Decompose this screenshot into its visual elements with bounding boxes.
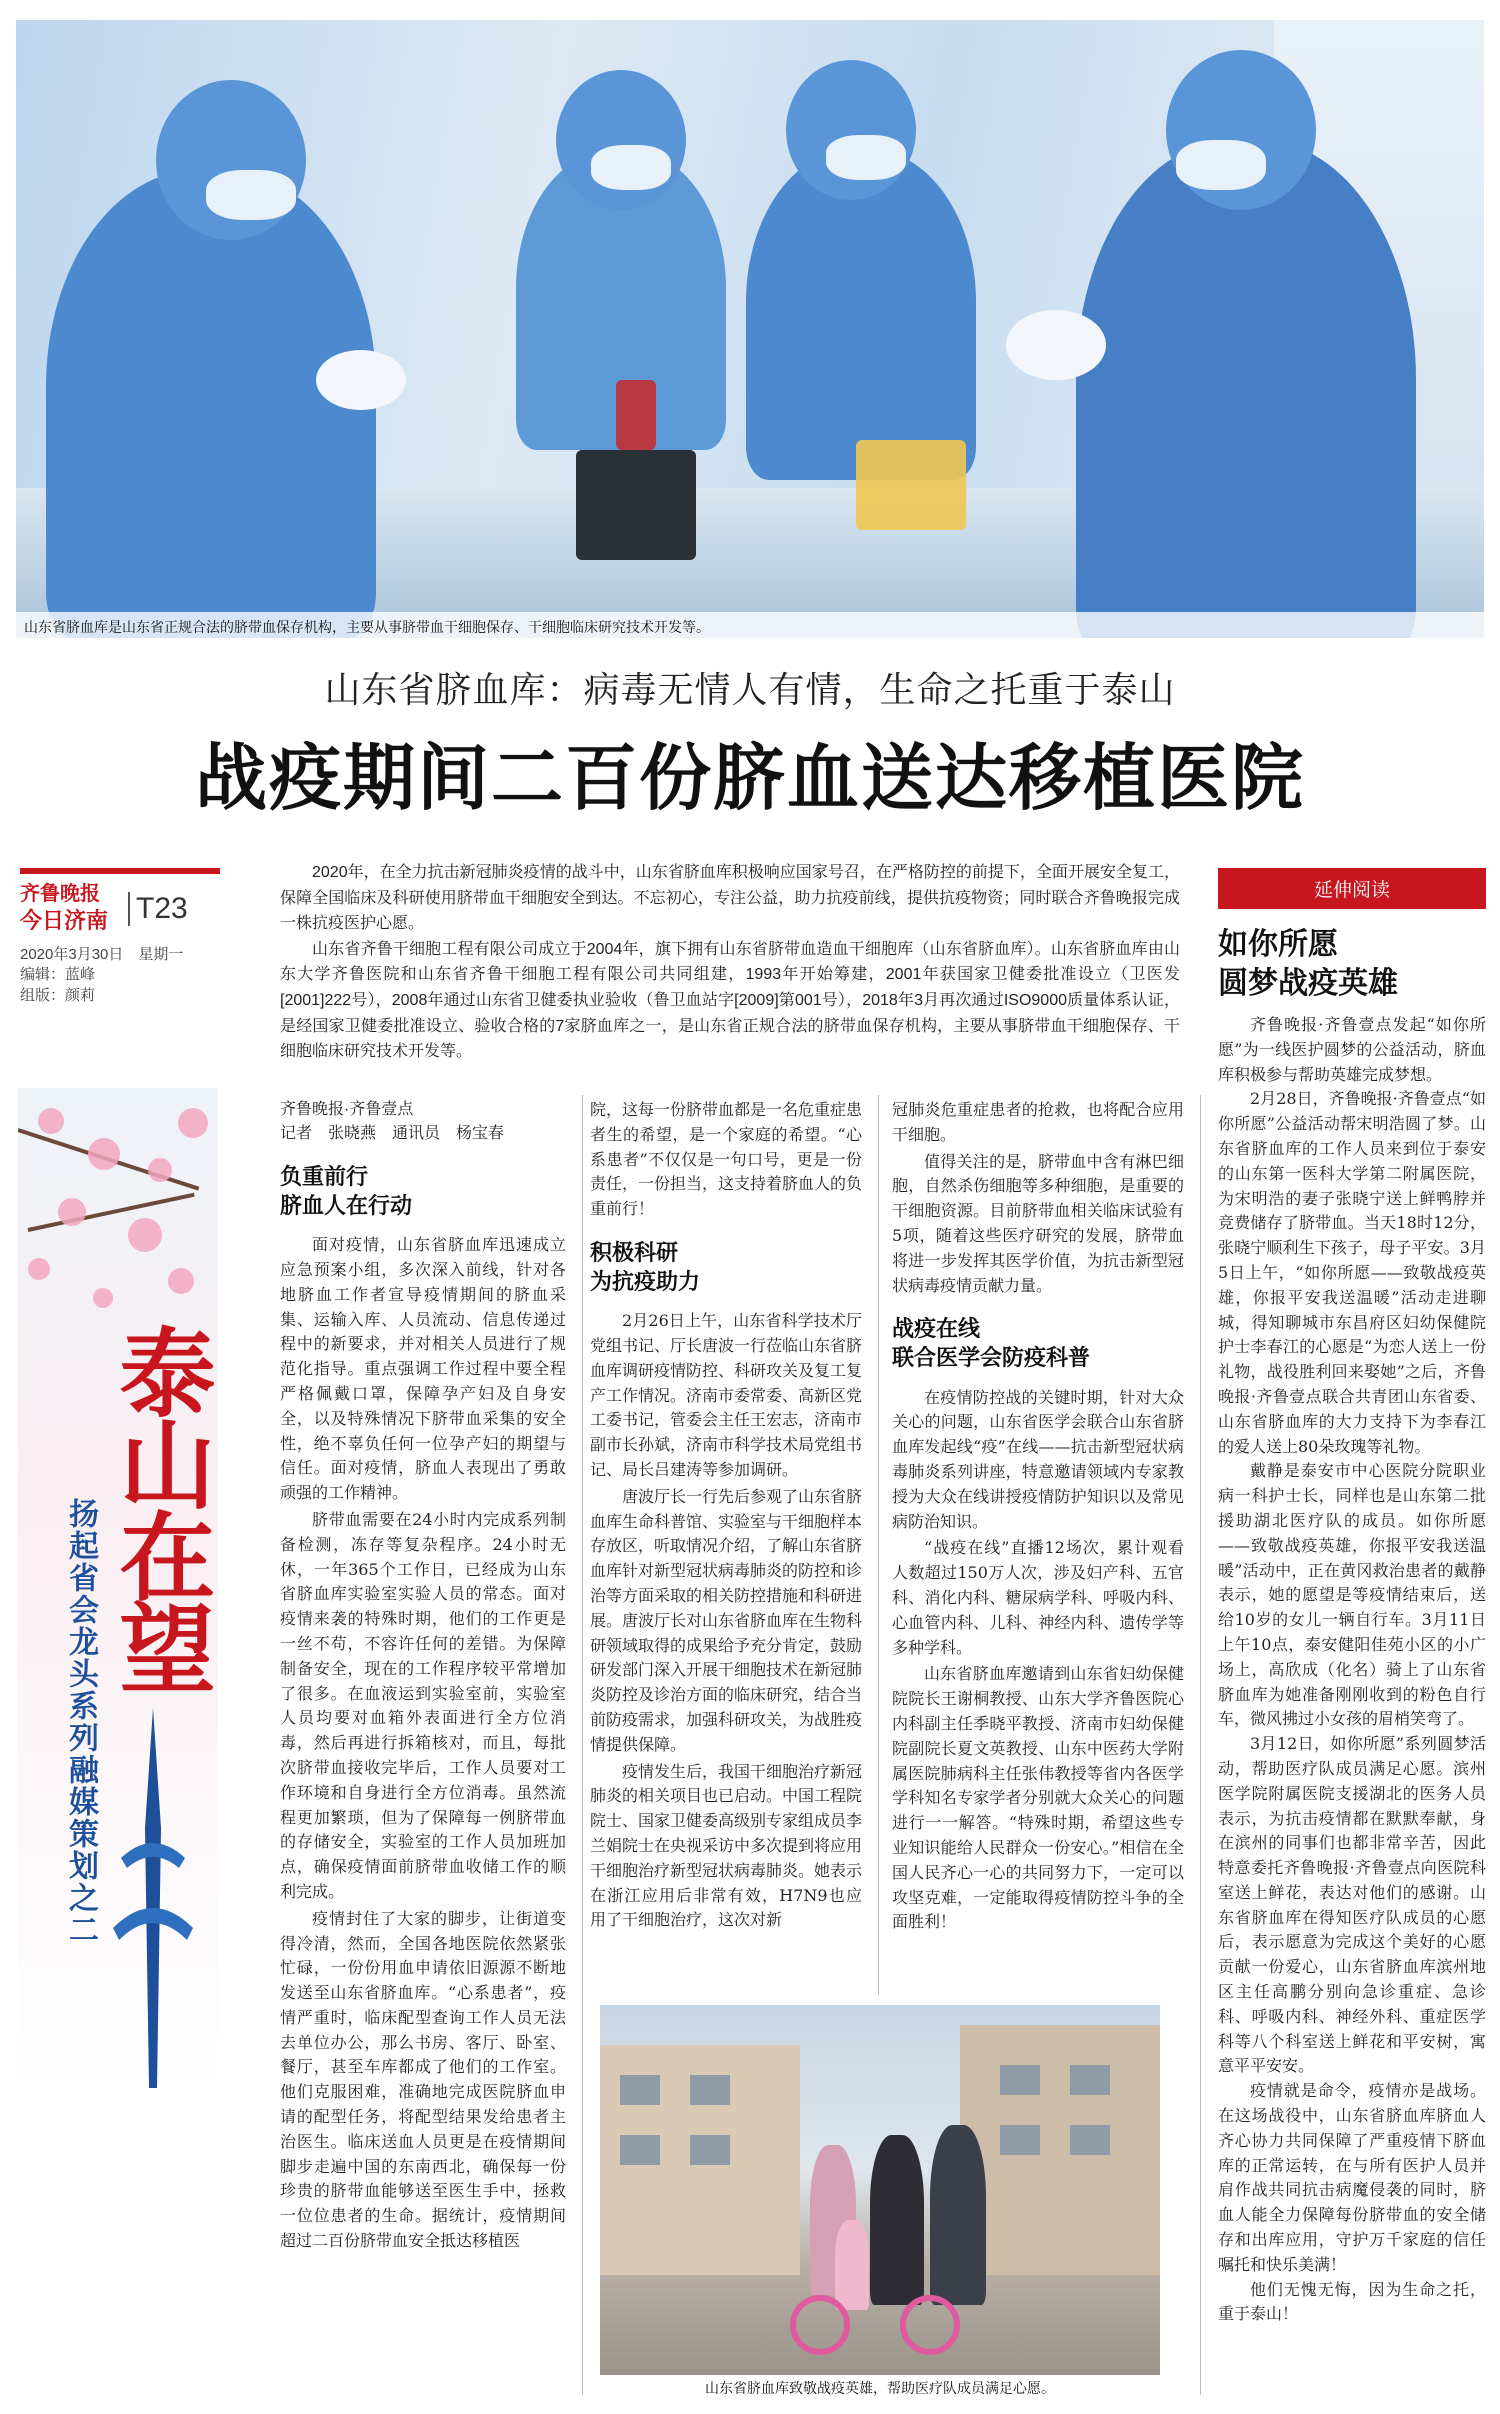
banner-subtitle: 扬起省会龙头系列融媒策划之二 <box>63 1498 98 1946</box>
intro-paragraph: 2020年，在全力抗击新冠肺炎疫情的战斗中，山东省脐血库积极响应国家号召，在严格防控的前提下，全面开展安全复工，保障全国临床及科研使用脐带血干细胞安全到达。不忘初心，专注公益，助力抗疫前线，提供抗疫物资；同时联合齐鲁晚报完成一株抗疫医护心愿。 <box>280 864 1180 933</box>
sidebar-paragraph: 他们无愧无悔，因为生命之托，重于泰山！ <box>1218 2279 1486 2324</box>
sidebar-paragraph: 齐鲁晚报·齐鲁壹点发起“如你所愿”为一线医护圆梦的公益活动，脐血库积极参与帮助英雄完成梦想。 <box>1218 1015 1486 1084</box>
blossom-branch <box>28 1193 195 1232</box>
blood-bag <box>616 380 656 450</box>
person-figure <box>870 2135 924 2305</box>
window <box>1070 2065 1110 2095</box>
body-paragraph: 在疫情防控战的关键时期，针对大众关心的问题，山东省医学会联合山东省脐血库发起线“疫”在线——抗击新型冠状病毒肺炎系列讲座，特意邀请领域内专家教授为大众在线讲授疫情防护知识以及常见病防治知识。 <box>892 1387 1184 1531</box>
sidebar-paragraph: 戴静是泰安市中心医院分院职业病一科护士长，同样也是山东第二批援助湖北医疗队的成员。如你所愿——致敬战疫英雄，你报平安我送温暖”活动中，正在黄冈救治患者的戴静表示，她的愿望是等疫情结束后，送给10岁的女儿一辆自行车。3月11日上午10点，泰安健阳佳苑小区的小广场上，高欣成（化名）骑上了山东省脐血库为她准备刚刚收到的粉色自行车，微风拂过小女孩的眉梢笑弯了。 <box>1218 1461 1486 1729</box>
section-heading: 负重前行 脐血人在行动 <box>280 1165 413 1219</box>
lab-photo <box>16 20 1484 638</box>
blossom <box>58 1198 86 1226</box>
blossom <box>128 1218 162 1252</box>
paper-name: 齐鲁晚报 <box>20 881 100 905</box>
tower-icon <box>113 1708 193 2088</box>
column-rule <box>582 1095 583 2395</box>
window <box>1000 2125 1040 2155</box>
face-mask <box>591 145 671 190</box>
section-heading: 战疫在线 联合医学会防疫科普 <box>892 1317 1091 1371</box>
layout-credit: 组版：颜莉 <box>20 986 96 1004</box>
section-heading: 积极科研 为抗疫助力 <box>590 1240 701 1295</box>
sidebar-tag: 延伸阅读 <box>1218 868 1486 909</box>
sidebar-paragraph: 3月12日，如你所愿”系列圆梦活动，帮助医疗队成员满足心愿。滨州医学院附属医院支援湖北的医务人员表示，为抗击疫情都在默默奉献，身在滨州的同事们也都非常辛苦，因此特意委托齐鲁晚报·齐鲁壹点向医院科室送上鲜花，表达对他们的感谢。山东省脐血库在得知医疗队成员的心愿后，表示愿意为完成这个美好的心愿贡献一份爱心，山东省脐血库滨州地区主任高鹏分别向急诊重症、急诊科、呼吸内科、神经外科、重症医学科等八个科室送上鲜花和平安树，寓意平平安安。 <box>1218 1734 1486 2076</box>
body-paragraph: 院，这每一份脐带血都是一名危重症患者生的希望，是一个家庭的希望。“心系患者”不仅仅是一句口号，更是一份责任，一份担当，这支持着脐血人的负重前行！ <box>590 1100 863 1219</box>
body-paragraph: 冠肺炎危重症患者的抢救，也将配合应用干细胞。 <box>892 1100 1184 1144</box>
byline-outlet: 齐鲁晚报·齐鲁壹点 <box>280 1101 414 1118</box>
body-paragraph: 疫情发生后，我国干细胞治疗新冠肺炎的相关项目也已启动。中国工程院院士、国家卫健委高级别专家组成员李兰娟院士在央视采访中多次提到将应用干细胞治疗新型冠状病毒肺炎。她表示在浙江应用后非常有效，H7N9也应用了干细胞治疗，这次对新 <box>590 1761 863 1930</box>
page-number: T23 <box>128 892 188 926</box>
blossom <box>93 1288 113 1308</box>
bicycle-wheel <box>900 2295 960 2355</box>
person-figure <box>930 2125 986 2305</box>
technician-figure <box>1076 140 1416 638</box>
lab-machine <box>576 450 696 560</box>
sidebar-paragraph: 2月28日，齐鲁晚报·齐鲁壹点“如你所愿”公益活动帮宋明浩圆了梦。山东省脐血库的工作人员来到位于泰安的山东第一医科大学第二附属医院，为宋明浩的妻子张晓宁送上鲜鸭脖并竞费储存了脐带血。当天18时12分，张晓宁顺利生下孩子，母子平安。3月5日上午，“如你所愿——致敬战疫英雄，你报平安我送温暖”活动走进聊城，得知聊城市东昌府区妇幼保健院护士李春江的心愿是“为恋人送上一份礼物，战役胜利回来娶她”之后，齐鲁晚报·齐鲁壹点联合共青团山东省委、山东省脐血库的大力支持下为李春江的爱人送上80朵玫瑰等礼物。 <box>1218 1089 1486 1456</box>
face-mask <box>206 170 296 220</box>
sidebar-extended-reading <box>1218 868 1486 2327</box>
top-photo-caption: 山东省脐血库是山东省正规合法的脐带血保存机构，主要从事脐带血干细胞保存、干细胞临床研究技术开发等。 <box>16 612 1484 640</box>
main-headline: 战疫期间二百份脐血送达移植医院 <box>194 736 1305 820</box>
window <box>1070 2125 1110 2155</box>
article-column-3 <box>892 1098 1184 1937</box>
section-name: 今日济南 <box>20 909 109 934</box>
bicycle-wheel <box>790 2295 850 2355</box>
technician-figure <box>46 170 376 638</box>
blossom <box>148 1158 172 1182</box>
window <box>1000 2065 1040 2095</box>
body-paragraph: 山东省脐血库邀请到山东省妇幼保健院院长王谢桐教授、山东大学齐鲁医院心内科副主任季晓平教授、济南市妇幼保健院副院长夏文英教授、山东中医药大学附属医院肺病科主任张伟教授等省内各医学学科知名专家学者分别就大众关心的问题进行一一解答。“特殊时期，希望这些专业知识能给人民群众一份安心。”相信在全国人民齐心一心的共同努力下，一定可以攻坚克难，一定能取得疫情防控斗争的全面胜利！ <box>892 1664 1184 1932</box>
body-paragraph: 疫情封住了大家的脚步，让街道变得冷清，然而，全国各地医院依然紧张忙碌，一份份用血申请依旧源源不断地发送至山东省脐血库。“心系患者”，疫情严重时，临床配型查询工作人员无法去单位办公，那么书房、客厅、卧室、餐厅，甚至车库都成了他们的工作室。他们克服困难，准确地完成医院脐血申请的配型任务，将配型结果发给患者主治医生。临床送血人员更是在疫情期间脚步走遍中国的东南西北，确保每一份珍贵的脐带血能够送至医生手中，拯救一位位患者的生命。据统计，疫情期间超过二百份脐带血安全抵达移植医 <box>280 1908 566 2251</box>
editor-credit: 编辑：蓝峰 <box>20 966 96 984</box>
issue-date: 2020年3月30日 星期一 <box>20 946 184 963</box>
building <box>960 2025 1160 2275</box>
series-banner <box>18 1088 218 2093</box>
body-paragraph: “战疫在线”直播12场次，累计观看人数超过150万人次，涉及妇产科、五官科、消化内科、糖尿病学科、呼吸内科、心血管内科、儿科、神经内科、遗传学等多种学科。 <box>892 1538 1184 1657</box>
window <box>620 2075 660 2105</box>
child-figure <box>835 2220 869 2310</box>
glove <box>1006 310 1106 380</box>
intro-paragraph: 山东省齐鲁干细胞工程有限公司成立于2004年，旗下拥有山东省脐带血造血干细胞库（山东省脐血库）。山东省脐血库由山东大学齐鲁医院和山东省齐鲁干细胞工程有限公司共同组建，1993年开始筹建，2001年获国家卫健委批准设立（卫医发[2001]222号），2008年通过山东省卫健委执业验收（鲁卫血站字[2009]第001号），2018年3月再次通过ISO9000质量体系认证，是经国家卫健委批准设立、验收合格的7家脐血库之一，是山东省正规合法的脐带血保存机构，主要从事脐带血干细胞保存、干细胞临床研究技术开发等。 <box>280 940 1180 1061</box>
sidebar-paragraph: 疫情就是命令，疫情亦是战场。在这场战役中，山东省脐血库脐血人齐心协力共同保障了严重疫情下脐血库的正常运转，在与所有医护人员并肩作战共同抗击病魔侵袭的同时，脐血人能全力保障每份脐带血的安全储存和出库应用，守护万千家庭的信任嘱托和快乐美满！ <box>1218 2081 1486 2274</box>
face-mask <box>826 135 906 180</box>
masthead <box>20 868 220 1006</box>
column-rule <box>878 1095 879 1995</box>
banner-title: 泰山在望 <box>104 1323 217 1691</box>
article-column-1 <box>280 1098 566 2256</box>
body-paragraph: 唐波厅长一行先后参观了山东省脐血库生命科普馆、实验室与干细胞样本存放区，听取情况介绍，了解山东省脐血库针对新型冠状病毒肺炎的防控和诊治等方面采取的相关防控措施和科研进展。唐波厅长对山东省脐血库在生物科研领域取得的成果给予充分肯定，鼓励研发部门深入开展干细胞技术在新冠肺炎防控及诊治方面的临床研究，结合当前防疫需求，加强科研攻关，为战胜疫情提供保障。 <box>590 1486 863 1754</box>
article-intro <box>280 860 1180 1065</box>
window <box>620 2135 660 2165</box>
window <box>690 2075 730 2105</box>
article-column-2 <box>590 1098 862 1935</box>
family-photo <box>600 2005 1160 2375</box>
blossom <box>88 1138 120 1170</box>
sub-headline: 山东省脐血库：病毒无情人有情，生命之托重于泰山 <box>324 670 1176 711</box>
blossom <box>168 1268 194 1294</box>
blossom <box>28 1258 50 1280</box>
body-paragraph: 值得关注的是，脐带血中含有淋巴细胞，自然杀伤细胞等多种细胞，是重要的干细胞资源。目前脐带血相关临床试验有5项，随着这些医疗研究的发展，脐带血将进一步发挥其医学价值，为抗击新型冠状病毒疫情贡献力量。 <box>892 1151 1184 1295</box>
blossom <box>38 1108 64 1134</box>
blossom <box>178 1108 208 1138</box>
masthead-bar <box>20 868 220 874</box>
body-paragraph: 2月26日上午，山东省科学技术厅党组书记、厅长唐波一行莅临山东省脐血库调研疫情防控、科研攻关及复工复产工作情况。济南市委常委、高新区党工委书记，管委会主任王宏志，济南市副市长孙斌，济南市科学技术局党组书记、局长吕建涛等参加调研。 <box>590 1311 863 1479</box>
byline <box>280 1098 566 1146</box>
paper-logo <box>20 882 128 935</box>
body-paragraph: 脐带血需要在24小时内完成系列制备检测，冻存等复杂程序。24小时无休，一年365个工作日，已经成为山东省脐血库实验室实验人员的常态。面对疫情来袭的特殊时期，他们的工作更是一丝不苟，不容许任何的差错。为保障制备安全，现在的工作程序较平常增加了很多。在血液运到实验室前，实验室人员均要对血箱外表面进行全方位消毒，然后再进行拆箱核对，而且，每批次脐带血接收完毕后，工作人员要对工作环境和自身进行全方位消毒。虽然流程更加繁琐，但为了保障每一例脐带血的存储安全，实验室的工作人员加班加点，确保疫情面前脐带血收储工作的顺利完成。 <box>280 1509 566 1901</box>
byline-authors: 记者 张晓燕 通讯员 杨宝春 <box>280 1125 505 1142</box>
face-mask <box>1176 140 1266 190</box>
sidebar-body <box>1218 1013 1486 2327</box>
column-rule <box>1200 1095 1201 2395</box>
window <box>690 2135 730 2165</box>
bottom-photo-caption: 山东省脐血库致敬战疫英雄，帮助医疗队成员满足心愿。 <box>705 2380 1055 2396</box>
glove <box>316 350 406 410</box>
sidebar-title: 如你所愿 圆梦战疫英雄 <box>1218 927 1398 1001</box>
body-paragraph: 面对疫情，山东省脐血库迅速成立应急预案小组，多次深入前线，针对各地脐血工作者宣导疫情期间的脐血采集、运输入库、人员流动、信息传递过程中的新要求，并对相关人员进行了规范化指导。重点强调工作过程中要全程严格佩戴口罩，保障孕产妇及自身安全，以及特殊情况下脐带血采集的安全性，绝不辜负任何一位孕产妇的期望与信任。面对疫情，脐血人表现出了勇敢顽强的工作精神。 <box>280 1235 566 1503</box>
technician-figure <box>746 150 976 480</box>
blood-bag <box>856 440 966 530</box>
